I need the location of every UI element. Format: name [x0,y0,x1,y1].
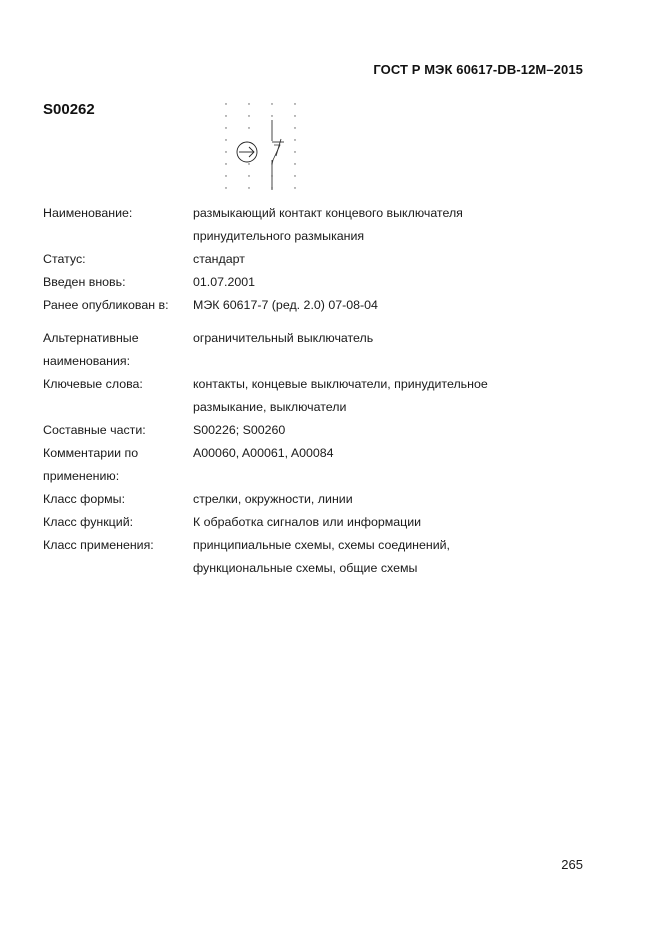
value-line: S00226; S00260 [193,423,286,437]
field-value [193,327,603,350]
field-label [43,202,193,225]
label-line: Наименование: [43,206,133,220]
label-line: Ранее опубликован в: [43,298,169,312]
field-label [43,248,193,271]
field-label [43,294,193,317]
field-row-shape-class [43,488,603,511]
field-label [43,534,193,557]
label-line: Ключевые слова: [43,377,143,391]
value-line: функциональные схемы, общие схемы [193,561,418,575]
field-row-application-class [43,534,603,580]
value-line: размыкающий контакт концевого выключателя [193,206,463,220]
value-line: принципиальные схемы, схемы соединений, [193,538,450,552]
symbol-attributes-table [43,202,603,580]
field-row-alternative-names [43,327,603,373]
label-line: Введен вновь: [43,275,126,289]
field-row-introduced [43,271,603,294]
field-label [43,488,193,511]
field-label [43,511,193,534]
label-line: применению: [43,469,120,483]
symbol-code: S00262 [43,101,95,118]
value-line: стрелки, окружности, линии [193,492,353,506]
value-line: принудительного размыкания [193,229,365,243]
field-value [193,419,603,442]
label-line: Класс формы: [43,492,126,506]
label-line: Статус: [43,252,86,266]
field-label [43,373,193,396]
value-line: A00060, A00061, A00084 [193,446,334,460]
field-value [193,271,603,294]
field-row-status [43,248,603,271]
label-line: Класс функций: [43,515,134,529]
field-value [193,248,603,271]
field-row-keywords [43,373,603,419]
value-line: К обработка сигналов или информации [193,515,422,529]
standard-title: ГОСТ Р МЭК 60617-DB-12M–2015 [373,62,583,77]
value-line: контакты, концевые выключатели, принудительное [193,377,488,391]
value-line: ограничительный выключатель [193,331,374,345]
field-row-name [43,202,603,248]
field-value [193,202,603,248]
value-line: МЭК 60617-7 (ред. 2.0) 07-08-04 [193,298,378,312]
field-label [43,419,193,442]
field-row-components [43,419,603,442]
field-value [193,442,603,465]
field-label [43,442,193,488]
label-line: Класс применения: [43,538,154,552]
label-line: наименования: [43,354,131,368]
value-line: стандарт [193,252,245,266]
field-value [193,294,603,317]
grid-dots-icon [225,103,295,188]
page-number: 265 [561,857,583,872]
value-line: размыкание, выключатели [193,400,347,414]
field-row-application-notes [43,442,603,488]
limit-switch-symbol-icon [220,98,305,198]
field-row-previously-published [43,294,603,317]
field-label [43,327,193,373]
label-line: Альтернативные [43,331,139,345]
field-value [193,373,603,419]
field-value [193,511,603,534]
label-line: Составные части: [43,423,146,437]
field-value [193,488,603,511]
field-value [193,534,603,580]
field-row-function-class [43,511,603,534]
label-line: Комментарии по [43,446,139,460]
value-line: 01.07.2001 [193,275,256,289]
field-label [43,271,193,294]
